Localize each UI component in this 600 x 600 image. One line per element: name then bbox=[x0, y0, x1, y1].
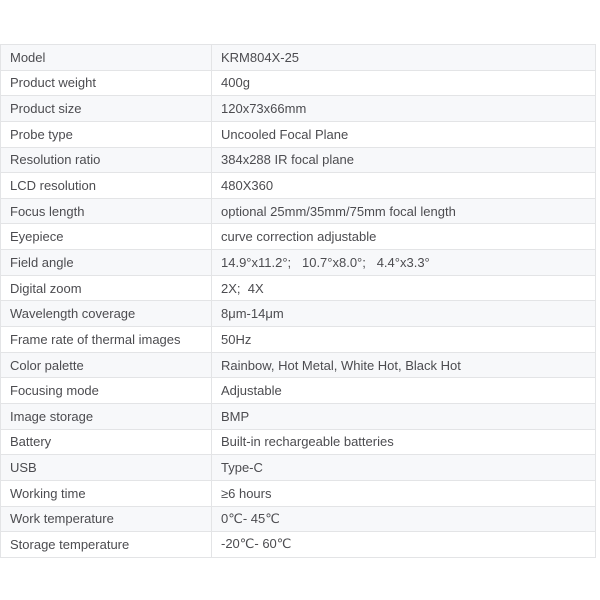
spec-value-cell: Uncooled Focal Plane bbox=[221, 126, 349, 142]
spec-value-cell: 2X; 4X bbox=[221, 280, 264, 296]
spec-value-cell: 384x288 IR focal plane bbox=[221, 152, 354, 168]
table-row bbox=[1, 276, 595, 302]
table-row bbox=[1, 173, 595, 199]
spec-value-cell: BMP bbox=[221, 408, 250, 424]
specification-table bbox=[0, 44, 596, 558]
spec-value-cell: 14.9°x11.2°; 10.7°x8.0°; 4.4°x3.3° bbox=[221, 254, 430, 270]
spec-value-cell: 480X360 bbox=[221, 178, 274, 194]
table-row bbox=[1, 327, 595, 353]
table-row bbox=[1, 532, 595, 558]
spec-label-cell: Image storage bbox=[1, 404, 212, 429]
spec-label-cell: Battery bbox=[1, 430, 212, 455]
spec-label-cell: Storage temperature bbox=[1, 532, 212, 557]
spec-value-cell: KRM804X-25 bbox=[221, 49, 300, 65]
spec-label-cell: Field angle bbox=[1, 250, 212, 275]
spec-value-cell: 120x73x66mm bbox=[221, 101, 307, 117]
table-row bbox=[1, 96, 595, 122]
table-row bbox=[1, 199, 595, 225]
spec-value-cell: Type-C bbox=[221, 460, 263, 476]
spec-value-cell: 0℃- 45℃ bbox=[221, 510, 280, 526]
spec-label-cell: Product size bbox=[1, 96, 212, 121]
spec-label-cell: Work temperature bbox=[1, 507, 212, 532]
spec-label-cell: Working time bbox=[1, 481, 212, 506]
spec-label-cell: Wavelength coverage bbox=[1, 301, 212, 326]
table-row bbox=[1, 122, 595, 148]
spec-label-cell: Product weight bbox=[1, 71, 212, 96]
table-row bbox=[1, 404, 595, 430]
table-row bbox=[1, 378, 595, 404]
table-row bbox=[1, 455, 595, 481]
spec-label-cell: Focusing mode bbox=[1, 378, 212, 403]
spec-value-cell: Built-in rechargeable batteries bbox=[221, 434, 394, 450]
spec-label-cell: Digital zoom bbox=[1, 276, 212, 301]
spec-label-cell: Color palette bbox=[1, 353, 212, 378]
table-row bbox=[1, 301, 595, 327]
spec-value-cell: curve correction adjustable bbox=[221, 229, 377, 245]
spec-label-cell: Model bbox=[1, 45, 212, 70]
spec-label-cell: Resolution ratio bbox=[1, 148, 212, 173]
spec-value-cell: Adjustable bbox=[221, 383, 282, 399]
spec-label-cell: USB bbox=[1, 455, 212, 480]
spec-label-cell: Focus length bbox=[1, 199, 212, 224]
spec-value-cell: optional 25mm/35mm/75mm focal length bbox=[221, 203, 456, 219]
spec-label-cell: Frame rate of thermal images bbox=[1, 327, 212, 352]
spec-value-cell: 8μm-14μm bbox=[221, 306, 284, 322]
spec-value-cell: 50Hz bbox=[221, 331, 252, 347]
spec-value-cell: 400g bbox=[221, 75, 250, 91]
spec-label-cell: LCD resolution bbox=[1, 173, 212, 198]
table-row bbox=[1, 45, 595, 71]
spec-value-cell: -20℃- 60℃ bbox=[221, 536, 292, 552]
table-row bbox=[1, 430, 595, 456]
table-row bbox=[1, 224, 595, 250]
table-row bbox=[1, 353, 595, 379]
spec-label-cell: Probe type bbox=[1, 122, 212, 147]
table-row bbox=[1, 148, 595, 174]
table-row bbox=[1, 507, 595, 533]
table-row bbox=[1, 71, 595, 97]
spec-value-cell: ≥6 hours bbox=[221, 485, 272, 501]
table-row bbox=[1, 250, 595, 276]
spec-label-cell: Eyepiece bbox=[1, 224, 212, 249]
spec-value-cell: Rainbow, Hot Metal, White Hot, Black Hot bbox=[221, 357, 461, 373]
table-row bbox=[1, 481, 595, 507]
